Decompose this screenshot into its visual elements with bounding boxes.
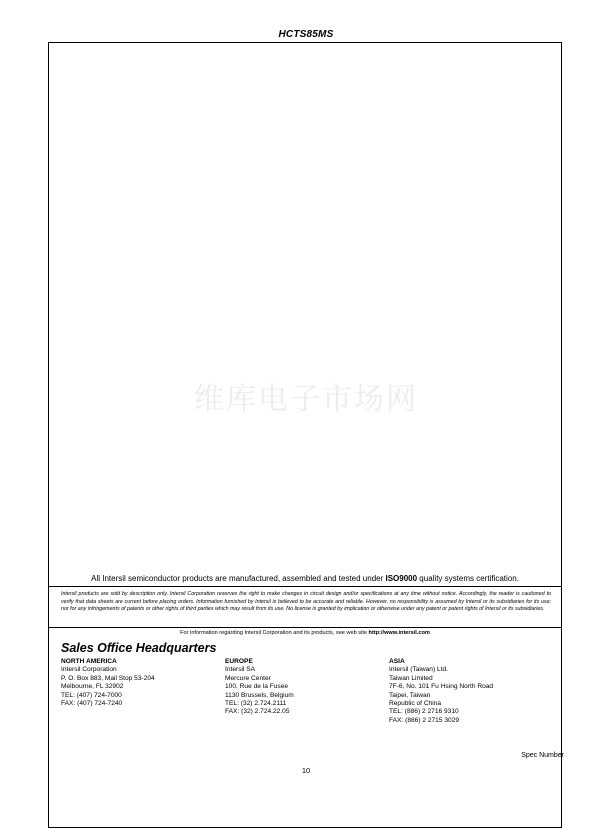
divider-line [48, 627, 562, 628]
office-line: Intersil Corporation [61, 666, 117, 674]
office-north-america [61, 658, 155, 708]
document-header-title: HCTS85MS [278, 29, 334, 40]
office-line: Taiwan Limited [389, 674, 433, 682]
office-asia [389, 658, 493, 725]
office-line: TEL: (32) 2.724.2111 [225, 700, 287, 708]
office-line: 7F-6, No. 101 Fu Hsing North Road [389, 683, 494, 691]
office-line: FAX: (407) 724-7240 [61, 700, 123, 708]
office-line: FAX: (886) 2 2715 3029 [389, 716, 460, 724]
page-number: 10 [301, 766, 311, 775]
frame-right [561, 42, 562, 828]
watermark-text: 维库电子市场网 [194, 382, 418, 417]
office-line: 100, Rue de la Fusee [225, 683, 289, 691]
office-line: Taipei, Taiwan [389, 691, 431, 699]
divider-line [48, 586, 562, 587]
office-line: Intersil (Taiwan) Ltd. [389, 666, 448, 674]
spec-number-label: Spec Number [521, 752, 564, 759]
office-region: EUROPE [225, 658, 253, 665]
office-region: NORTH AMERICA [61, 658, 117, 665]
certification-statement [48, 574, 562, 583]
website-prefix: For information regarding Intersil Corporation and its products, see web site [180, 630, 369, 636]
certification-suffix: quality systems certification. [417, 574, 519, 583]
legal-disclaimer: Intersil products are sold by description only. Intersil Corporation reserves the right to make changes in circuit design and/or specifications at any time without notice. Accordingly, the reader is cautioned to verify that data sheets are current before placing orders. Information furnished by Intersil is believed to be accurate and reliable. However, no responsibility is assumed by Intersil or its subsidiaries for its use; nor for any infringements of patents or other rights of third parties which may result from its use. No license is granted by implication or otherwise under any patent or patent rights of Intersil or its subsidiaries. [61, 591, 551, 613]
office-line: 1130 Brussels, Belgium [225, 691, 294, 699]
certification-standard: ISO9000 [385, 574, 418, 583]
office-line: Intersil SA [225, 666, 256, 674]
certification-prefix: All Intersil semiconductor products are manufactured, assembled and tested under [91, 574, 386, 583]
office-line: Melbourne, FL 32902 [61, 683, 124, 691]
office-line: TEL: (886) 2 2716 9310 [389, 708, 459, 716]
frame-left [48, 42, 49, 828]
website-info [48, 630, 562, 636]
sales-office-title: Sales Office Headquarters [61, 641, 217, 655]
office-line: P. O. Box 883, Mail Stop 53-204 [61, 674, 155, 682]
office-region: ASIA [389, 658, 405, 665]
office-line: Mercure Center [225, 674, 271, 682]
office-europe [225, 658, 294, 717]
frame-top [48, 42, 562, 43]
office-line: FAX: (32) 2.724.22.05 [225, 708, 290, 716]
office-line: Republic of China [389, 700, 442, 708]
website-link[interactable]: http://www.intersil.com [368, 630, 430, 636]
office-line: TEL: (407) 724-7000 [61, 691, 122, 699]
